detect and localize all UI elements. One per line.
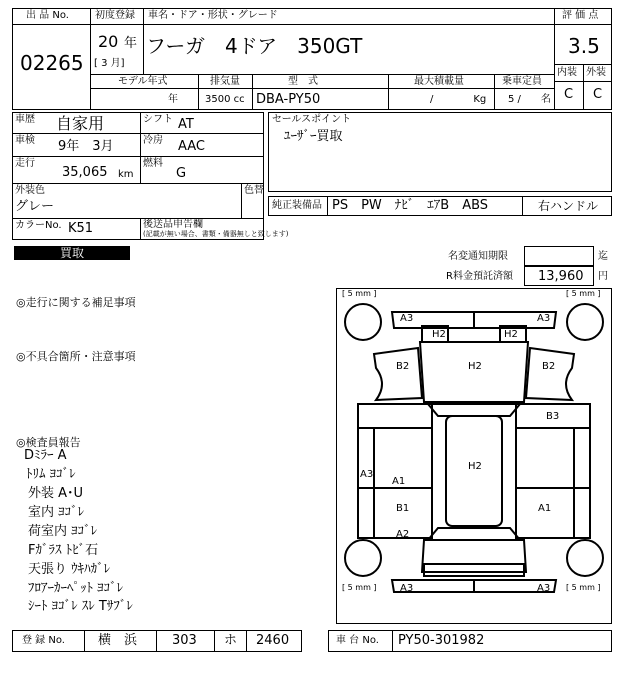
capacity-label: 乗車定員 <box>502 76 542 87</box>
divider <box>392 630 393 652</box>
capacity: 5 / 名 <box>508 94 551 105</box>
reg-no-label: 登 録 No. <box>22 635 65 646</box>
ext-color: グレー <box>15 199 55 214</box>
fuel-label: 燃料 <box>143 158 163 169</box>
after-doc-label: 後送品申告欄 <box>143 219 203 230</box>
fender-front-left <box>374 348 422 400</box>
mark-roof: H2 <box>468 461 482 472</box>
reg-kana: ホ <box>224 633 238 648</box>
handle: 右ハンドル <box>538 199 599 213</box>
lot-no: 02265 <box>20 51 84 75</box>
recycle-unit: 円 <box>598 271 608 282</box>
divider <box>522 196 523 216</box>
divider <box>12 133 264 134</box>
mileage: 35,065 <box>62 165 108 180</box>
divider <box>198 74 199 110</box>
mileage-unit: km <box>118 169 134 180</box>
ext-color-label: 外装色 <box>15 185 45 196</box>
history: 自家用 <box>56 114 105 133</box>
divider <box>12 24 90 25</box>
sales-point-label: セールスポイント <box>272 114 352 125</box>
divider <box>494 74 495 110</box>
name-change-label: 名変通知期限 <box>448 251 508 262</box>
model-year-unit: 年 <box>168 94 178 105</box>
divider <box>90 88 554 89</box>
mark-hood: H2 <box>468 361 482 372</box>
mark-door-fl: A1 <box>392 476 406 487</box>
divider <box>583 64 584 110</box>
inspection: 9年 3月 <box>58 139 114 154</box>
lot-no-label: 出 品 No. <box>26 10 69 21</box>
mark-front-bumper-right: A3 <box>537 313 551 324</box>
inspector-item: 荷室内 ﾖｺﾞﾚ <box>28 524 98 539</box>
trunk <box>422 540 526 572</box>
divider <box>156 630 157 652</box>
inspector-item: ｼｰﾄ ﾖｺﾞﾚ ｽﾚ Tｻﾌﾞﾚ <box>28 599 133 614</box>
color-no: K51 <box>68 221 94 236</box>
inspector-item: 室内 ﾖｺﾞﾚ <box>28 505 85 520</box>
equipment-label: 純正装備品 <box>272 200 322 211</box>
model-year-label: モデル年式 <box>118 76 168 87</box>
car-name-label: 車名・ドア・形状・グレード <box>148 10 278 21</box>
divider <box>241 183 242 218</box>
divider <box>140 218 141 240</box>
first-reg-year: 20 <box>98 32 119 51</box>
divider <box>12 218 264 219</box>
ac: AAC <box>178 139 205 154</box>
tire-rear-left <box>345 540 381 576</box>
mark-door-rr: A1 <box>538 503 552 514</box>
chassis-no: PY50-301982 <box>398 633 485 648</box>
body-right <box>516 404 590 538</box>
tire-depth-tl: [ 5 mm ] <box>342 289 377 298</box>
exterior-label: 外装 <box>586 67 606 78</box>
divider <box>252 74 253 110</box>
divider <box>90 24 554 25</box>
divider <box>246 630 247 652</box>
sales-point: ﾕｰｻﾞｰ買取 <box>284 129 343 144</box>
mark-headlamp-left: H2 <box>432 329 446 340</box>
divider <box>554 81 612 82</box>
max-load-label: 最大積載量 <box>414 76 464 87</box>
purchase-badge: 買取 <box>14 246 130 260</box>
rear-glass <box>428 528 520 540</box>
car-damage-diagram <box>336 288 612 624</box>
divider <box>214 630 215 652</box>
interior-grade: C <box>564 87 574 102</box>
divider <box>388 74 389 110</box>
divider <box>84 630 85 652</box>
fender-front-right <box>526 348 574 400</box>
divider <box>90 74 554 75</box>
inspector-item: Dﾐﾗｰ A <box>24 448 67 463</box>
divider <box>554 24 612 25</box>
inspector-item: 外装 A･U <box>28 486 84 501</box>
reg-number: 2460 <box>256 633 290 648</box>
license-plate-area <box>424 564 524 576</box>
mark-door-fr: B3 <box>546 411 560 422</box>
mark-fender-fl: B2 <box>396 361 410 372</box>
shift: AT <box>178 117 194 132</box>
reg-class: 303 <box>172 633 197 648</box>
shift-label: シフト <box>143 114 173 125</box>
tire-depth-tr: [ 5 mm ] <box>566 289 601 298</box>
mark-door-rl: B1 <box>396 503 410 514</box>
recycle-value: 13,960 <box>538 269 584 284</box>
mark-sill-left: A3 <box>360 469 374 480</box>
max-load: / Kg <box>430 94 487 105</box>
name-change-unit: 迄 <box>598 251 608 262</box>
mark-rear-bumper-left: A3 <box>400 583 414 594</box>
interior-label: 内装 <box>557 67 577 78</box>
inspection-label: 車検 <box>15 135 35 146</box>
tire-depth-br: [ 5 mm ] <box>566 583 601 592</box>
inspector-item: ﾄﾘﾑ ﾖｺﾞﾚ <box>26 467 76 482</box>
mark-fender-fr: B2 <box>542 361 556 372</box>
windshield <box>428 404 520 416</box>
first-reg-year-unit: 年 <box>124 36 138 51</box>
score-label: 評 価 点 <box>562 10 599 21</box>
color-no-label: カラーNo. <box>15 220 62 231</box>
inspector-label: ◎検査員報告 <box>16 436 81 449</box>
displacement: 3500 cc <box>205 94 245 105</box>
defects-label: ◎不具合箇所・注意事項 <box>16 350 136 363</box>
first-reg-label: 初度登録 <box>95 10 135 21</box>
divider <box>143 8 144 74</box>
ac-label: 冷房 <box>143 135 163 146</box>
tire-front-left <box>345 304 381 340</box>
model-type: DBA-PY50 <box>256 92 321 107</box>
score: 3.5 <box>568 34 600 58</box>
mark-headlamp-right: H2 <box>504 329 518 340</box>
hood <box>420 342 528 402</box>
color-change-label: 色替 <box>244 185 264 196</box>
equipment: PS PW ﾅﾋﾞ ｴｱB ABS <box>332 198 489 213</box>
type-label: 型 式 <box>288 76 318 87</box>
mark-front-bumper-left: A3 <box>400 313 414 324</box>
exterior-grade: C <box>593 87 603 102</box>
recycle-label: R料金預託済額 <box>446 271 513 282</box>
supplementary-label: ◎走行に関する補足事項 <box>16 296 136 309</box>
mark-quarter-rl: A2 <box>396 529 410 540</box>
after-doc-note: (記載が無い場合、書類・備器無しと致します) <box>143 230 289 238</box>
mileage-label: 走行 <box>15 158 35 169</box>
inspector-item: Fｶﾞﾗｽ ﾄﾋﾞ石 <box>28 543 99 558</box>
fuel: G <box>176 166 187 181</box>
displacement-label: 排気量 <box>210 76 240 87</box>
first-reg-month: [ 3 月] <box>94 58 125 69</box>
history-label: 車歴 <box>15 114 35 125</box>
reg-place: 横 浜 <box>98 633 138 648</box>
mark-rear-bumper-right: A3 <box>537 583 551 594</box>
tire-front-right <box>567 304 603 340</box>
inspector-item: 天張り ｳｷﾊｶﾞﾚ <box>28 562 111 577</box>
chassis-label: 車 台 No. <box>336 635 379 646</box>
tire-rear-right <box>567 540 603 576</box>
inspector-item: ﾌﾛｱｰｶｰﾍﾟｯﾄ ﾖｺﾞﾚ <box>28 581 124 596</box>
divider <box>327 196 328 216</box>
name-change-box <box>524 246 594 266</box>
divider <box>12 156 264 157</box>
car-name: フーガ 4ドア 350GT <box>146 34 363 58</box>
divider <box>12 183 264 184</box>
tire-depth-bl: [ 5 mm ] <box>342 583 377 592</box>
divider <box>140 112 141 184</box>
